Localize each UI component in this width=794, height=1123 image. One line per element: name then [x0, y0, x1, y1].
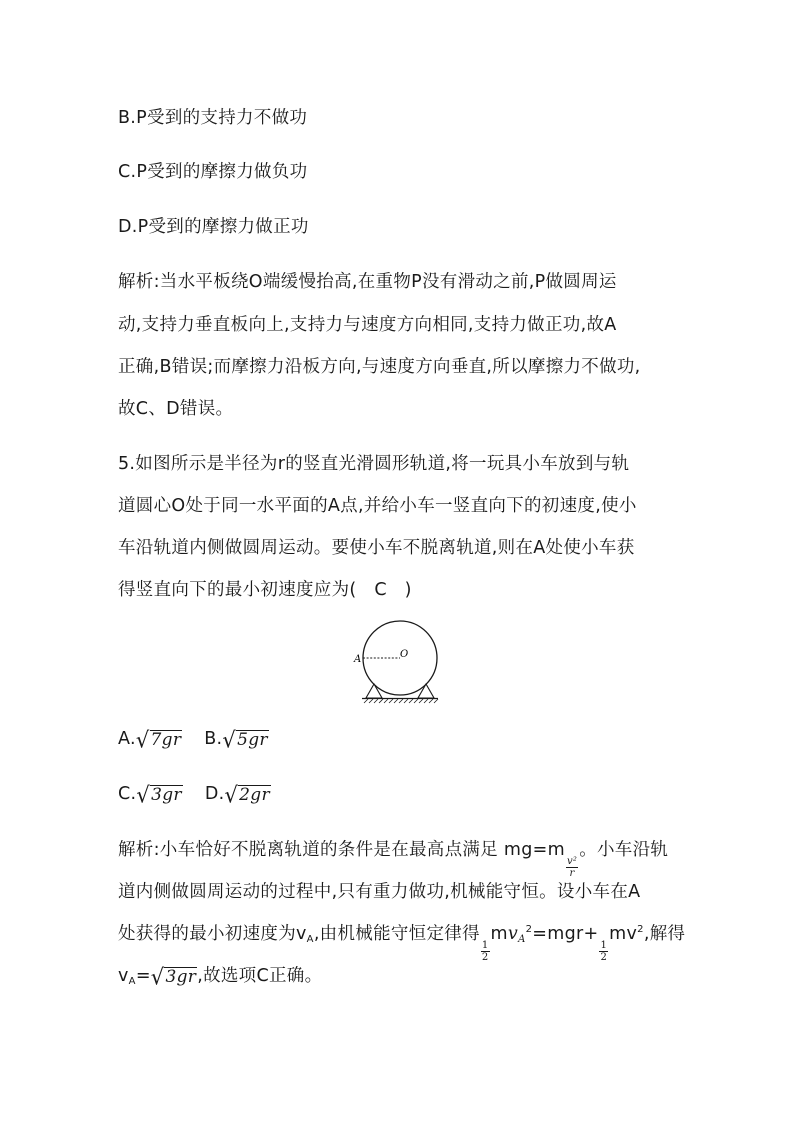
- right-support: [418, 684, 434, 698]
- option-a-value: 7gr: [150, 730, 182, 750]
- option-b-value: 5gr: [237, 730, 268, 750]
- ground-hatching: [364, 699, 438, 703]
- option-a-prefix: A.: [118, 729, 136, 749]
- option-d-radical: √ 2gr: [224, 782, 270, 808]
- option-a-radical: √ 7gr: [135, 727, 182, 753]
- label-o: O: [400, 649, 409, 660]
- half-fraction-2: $\frac{1}{2}$: [600, 940, 608, 963]
- option-c-radical: √ 3gr: [136, 782, 182, 808]
- left-support: [366, 684, 382, 698]
- circular-track-figure: [352, 618, 448, 708]
- question-5-line-3: 车沿轨道内侧做圆周运动。要使小车不脱离轨道,则在A处使小车获: [118, 538, 635, 558]
- label-a: A: [354, 654, 362, 665]
- option-c-prev: C.P受到的摩擦力做负功: [118, 162, 308, 182]
- analysis-line-4: $v_A=$ √ 3gr ,故选项C正确。: [118, 964, 323, 990]
- analysis-prev-line-3: 正确,B错误;而摩擦力沿板方向,与速度方向垂直,所以摩擦力不做功,: [118, 357, 641, 377]
- option-b-prefix: B.: [204, 729, 223, 749]
- options-row-cd: [118, 782, 271, 806]
- options-row-ab: [118, 727, 269, 751]
- circular-track-diagram: [352, 618, 448, 708]
- answer-radical: √ 3gr: [150, 964, 197, 990]
- option-b-radical: √ 5gr: [222, 727, 268, 753]
- option-c-value: 3gr: [151, 785, 182, 805]
- option-d-prefix: D.: [204, 784, 225, 804]
- option-d-prev: D.P受到的摩擦力做正功: [118, 217, 309, 237]
- question-5-line-4: 得竖直向下的最小初速度应为( C ): [118, 580, 412, 600]
- option-c-prefix: C.: [118, 784, 137, 804]
- question-5-line-1: 5.如图所示是半径为r的竖直光滑圆形轨道,将一玩具小车放到与轨: [118, 454, 630, 474]
- analysis-line-2: 道内侧做圆周运动的过程中,只有重力做功,机械能守恒。设小车在A: [118, 882, 641, 902]
- answer-value: 3gr: [165, 967, 197, 987]
- question-5-line-2: 道圆心O处于同一水平面的A点,并给小车一竖直向下的初速度,使小: [118, 496, 637, 516]
- analysis-line-1: 解析:小车恰好不脱离轨道的条件是在最高点满足 mg=m $\frac{\text{v²}}{r}$ 。小车沿轨: [118, 840, 669, 879]
- analysis-prev-line-1: 解析:当水平板绕O端缓慢抬高,在重物P没有滑动之前,P做圆周运: [118, 272, 617, 292]
- option-b-prev: B.P受到的支持力不做功: [118, 108, 308, 128]
- velocity-fraction: $\frac{\text{v²}}{r}$: [566, 856, 578, 879]
- analysis-line-3: 处获得的最小初速度为$v_A$,由机械能守恒定律得 $\frac{1}{2}$ $mv_A^2=mgr+$ $\frac{1}{2}$ $mv^2$,解得: [118, 924, 686, 963]
- option-d-value: 2gr: [239, 785, 270, 805]
- analysis-prev-line-2: 动,支持力垂直板向上,支持力与速度方向相同,支持力做正功,故A: [118, 315, 617, 335]
- analysis-prev-line-4: 故C、D错误。: [118, 399, 234, 419]
- half-fraction-1: $\frac{1}{2}$: [481, 940, 489, 963]
